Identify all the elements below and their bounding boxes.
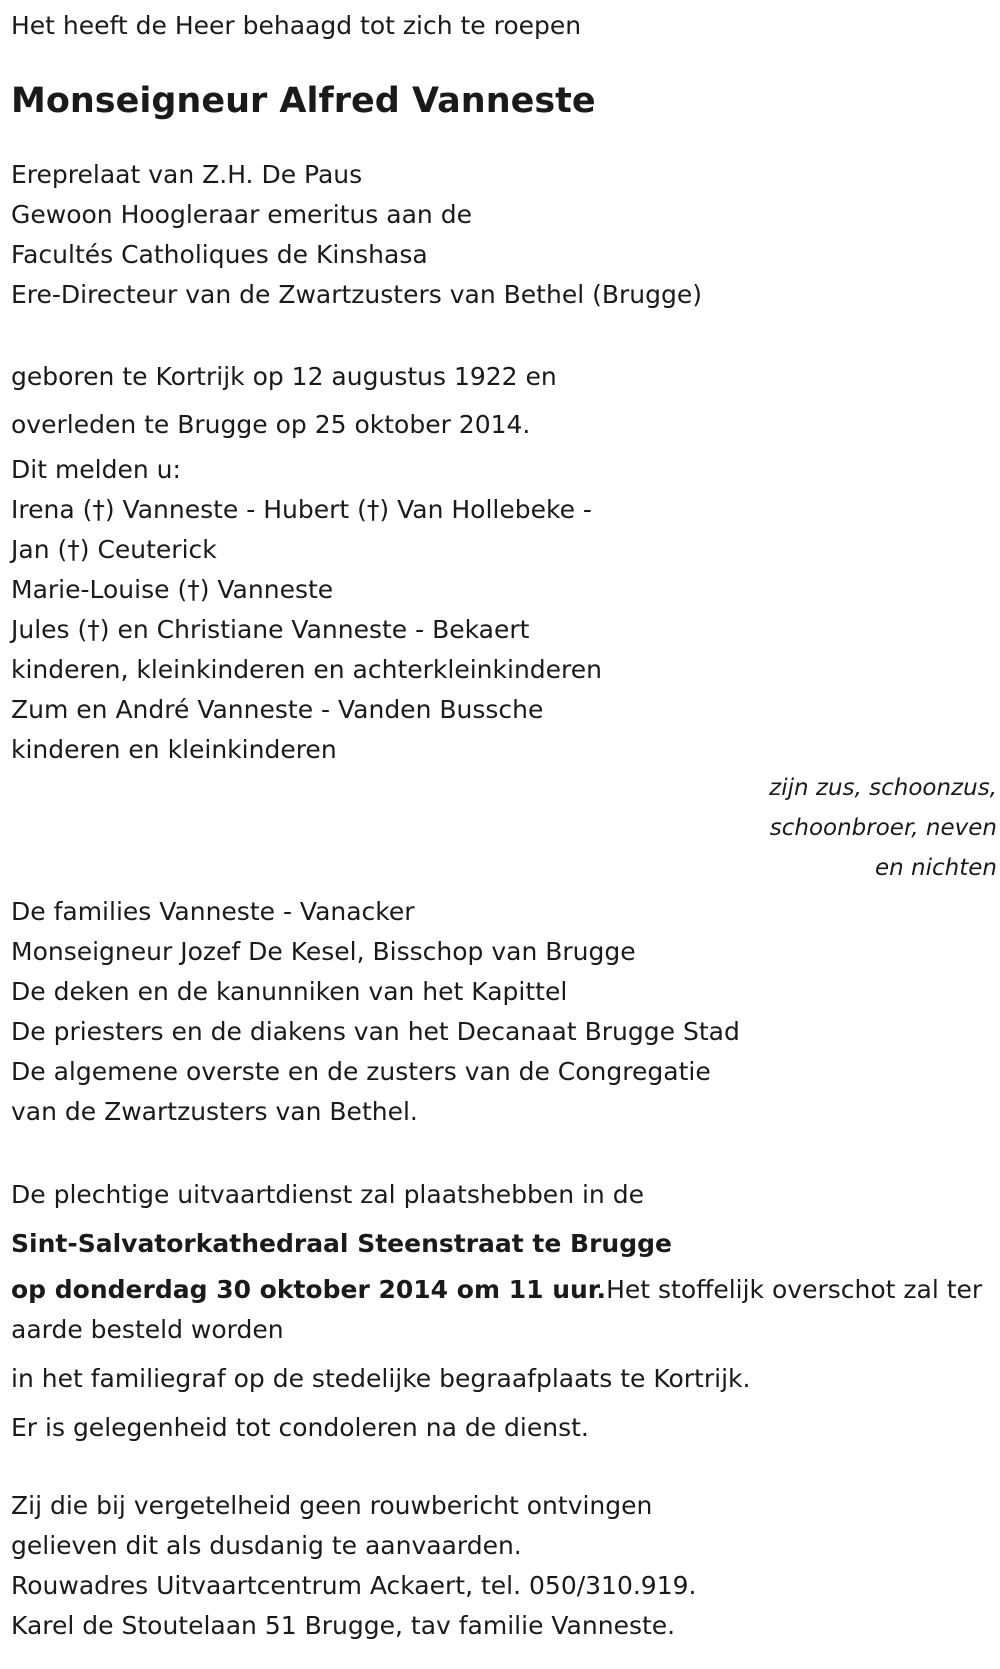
burial-place: in het familiegraf op de stedelijke begraafplaats te Kortrijk. [11, 1364, 751, 1393]
funeral-intro: De plechtige uitvaartdienst zal plaatshebben in de [11, 1180, 644, 1209]
relation-note [11, 768, 997, 888]
mourner-line: Jules (†) en Christiane Vanneste - Bekaert [11, 615, 530, 644]
dates-block [11, 353, 991, 449]
closing-block [11, 1486, 991, 1646]
death-line: overleden te Brugge op 25 oktober 2014. [11, 410, 531, 439]
mourner-line: Jan (†) Ceuterick [11, 535, 217, 564]
funeral-location: Sint-Salvatorkathedraal Steenstraat te Brugge [11, 1229, 672, 1258]
mourner-line: Marie-Louise (†) Vanneste [11, 575, 334, 604]
mourners-block [11, 450, 991, 770]
mourning-address: Rouwadres Uitvaartcentrum Ackaert, tel. 050/310.919. [11, 1571, 697, 1600]
deceased-name: Monseigneur Alfred Vanneste [11, 81, 596, 121]
families-block [11, 892, 991, 1132]
title-line: Facultés Catholiques de Kinshasa [11, 240, 428, 269]
mourner-line: Zum en André Vanneste - Vanden Bussche [11, 695, 544, 724]
burial-text: Het stoffelijk overschot zal ter aarde besteld worden [11, 1275, 983, 1344]
family-line: De algemene overste en de zusters van de Congregatie [11, 1057, 711, 1086]
titles-block [11, 155, 991, 315]
closing-line: Zij die bij vergetelheid geen rouwbericht ontvingen [11, 1491, 653, 1520]
funeral-block [11, 1170, 991, 1452]
title-line: Ere-Directeur van de Zwartzusters van Bethel (Brugge) [11, 280, 702, 309]
relation-line: en nichten [875, 855, 997, 881]
relation-line: zijn zus, schoonzus, [769, 775, 997, 801]
family-line: van de Zwartzusters van Bethel. [11, 1097, 418, 1126]
funeral-datetime-line [11, 1270, 986, 1350]
title-line: Ereprelaat van Z.H. De Paus [11, 160, 363, 189]
mourner-line: kinderen en kleinkinderen [11, 735, 337, 764]
family-line: De families Vanneste - Vanacker [11, 897, 415, 926]
funeral-datetime: op donderdag 30 oktober 2014 om 11 uur. [11, 1275, 607, 1304]
closing-line: gelieven dit als dusdanig te aanvaarden. [11, 1531, 522, 1560]
family-line: De priesters en de diakens van het Decanaat Brugge Stad [11, 1017, 740, 1046]
mourning-address-street: Karel de Stoutelaan 51 Brugge, tav familie Vanneste. [11, 1611, 676, 1640]
intro-text: Het heeft de Heer behaagd tot zich te roepen [11, 11, 582, 40]
birth-line: geboren te Kortrijk op 12 augustus 1922 en [11, 362, 557, 391]
obituary-notice [11, 0, 997, 1646]
condolence-note: Er is gelegenheid tot condoleren na de dienst. [11, 1413, 589, 1442]
family-line: Monseigneur Jozef De Kesel, Bisschop van Brugge [11, 937, 636, 966]
mourner-line: Irena (†) Vanneste - Hubert (†) Van Hollebeke - [11, 495, 592, 524]
family-line: De deken en de kanunniken van het Kapittel [11, 977, 568, 1006]
mourner-line: kinderen, kleinkinderen en achterkleinkinderen [11, 655, 602, 684]
mourners-heading: Dit melden u: [11, 455, 181, 484]
title-line: Gewoon Hoogleraar emeritus aan de [11, 200, 472, 229]
relation-line: schoonbroer, neven [769, 815, 997, 841]
